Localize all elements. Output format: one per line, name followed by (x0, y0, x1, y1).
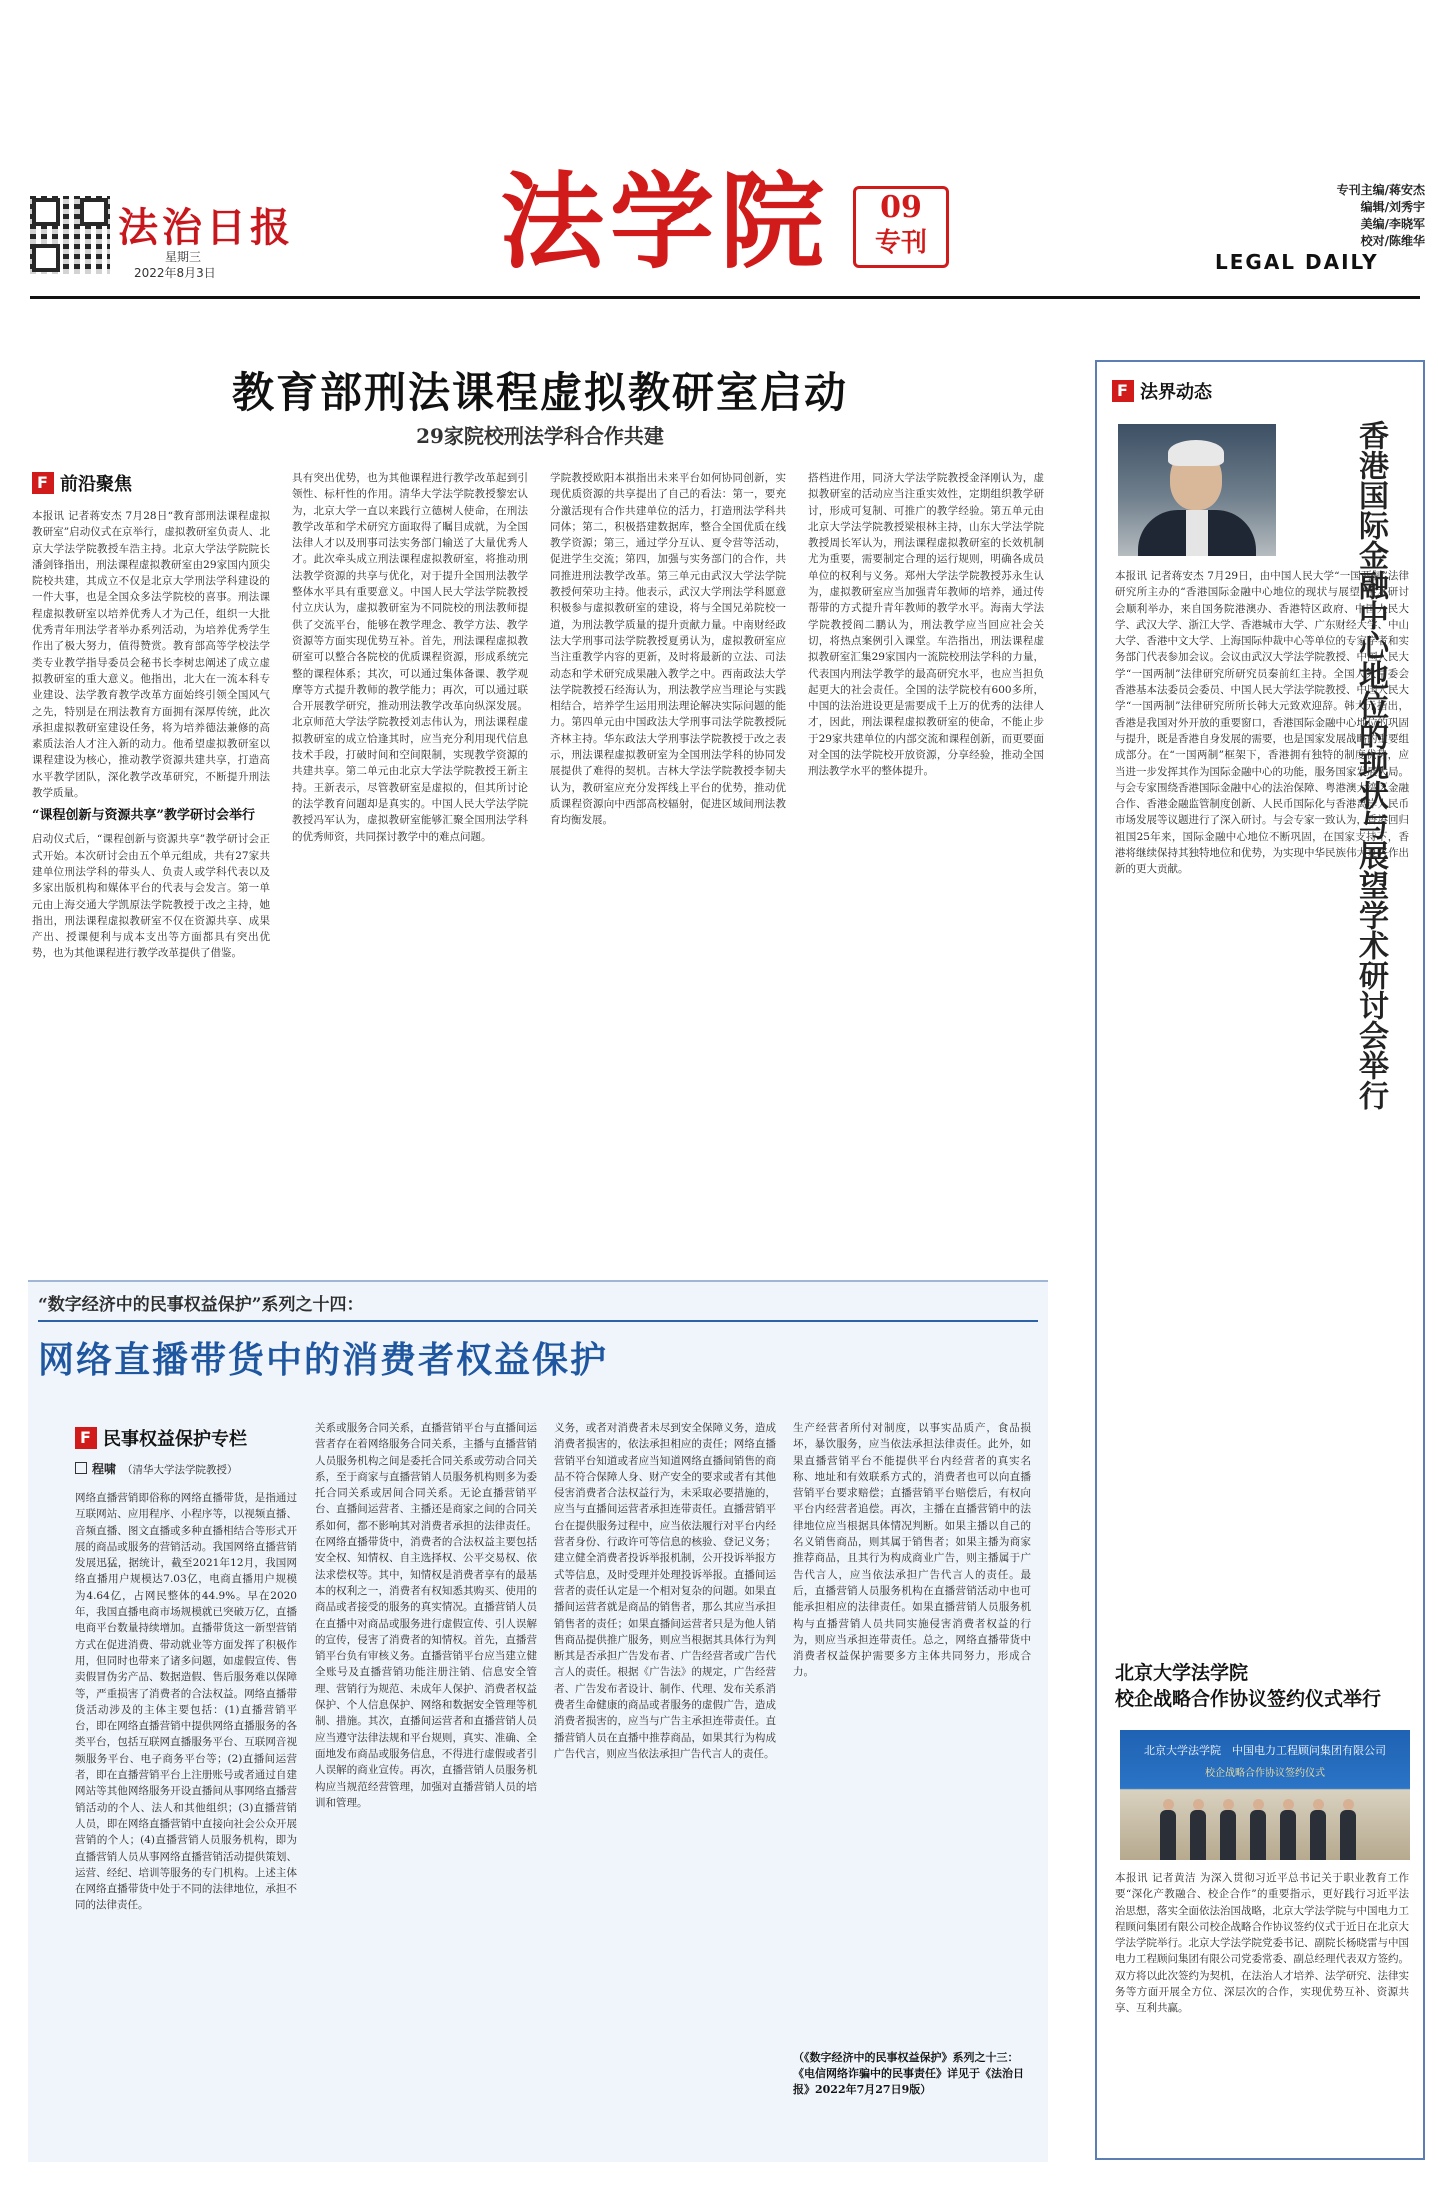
column-logo-icon (1112, 380, 1134, 402)
lead-headline: 教育部刑法课程虚拟教研室启动 (231, 368, 848, 417)
page-badge (853, 186, 949, 268)
paragraph: 具有突出优势，也为其他课程进行教学改革起到引领性、标杆性的作用。清华大学法学院教授黎宏认为，北京大学一直以来践行立德树人使命，在刑法教学改革和学术研究方面取得了瞩目成就，为全国法律人才以及刑事司法实务部门输送了大量优秀人才。此次牵头成立刑法课程虚拟教研室，将推动刑法教学资源的共享与优化，对于提升全国刑法教学整体水平具有重要意义。中国人民大学法学院教授付立庆认为，虚拟教研室为不同院校的刑法教师提供了交流平台，能够在教学理念、教学方法、教学资源等方面实现优势互补。首先，刑法课程虚拟教研室可以整合各院校的优质课程资源，形成系统完整的课程体系；其次，可以通过集体备课、教学观摩等方式提升教师的教学能力；再次，可以通过联合开展教学研究，推动刑法教学改革向纵深发展。北京师范大学法学院教授刘志伟认为，刑法课程虚拟教研室的成立恰逢其时，应当充分利用现代信息技术手段，打破时间和空间限制，实现教学资源的共建共享。第二单元由北京大学法学院教授王新主持。王新表示，尽管教研室是虚拟的，但其所讨论的法学教育问题却是真实的。中国人民大学法学院教授冯军认为，虚拟教研室能够汇聚全国刑法学科的优秀师资，共同探讨教学中的难点问题。 (292, 472, 528, 843)
paragraph: 义务，或者对消费者未尽到安全保障义务，造成消费者损害的，依法承担相应的责任；网络直播营销平台知道或者应当知道网络直播间销售的商品不符合保障人身、财产安全的要求或者有其他侵害消费者合法权益行为，未采取必要措施的，应当与直播间运营者承担连带责任。直播营销平台在提供服务过程中，应当依法履行对平台内经营者身份、行政许可等信息的核验、登记义务；建立健全消费者投诉举报机制，公开投诉举报方式等信息，及时受理并处理投诉举报。直播间运营者的责任认定是一个相对复杂的问题。如果直播间运营者就是商品的销售者，那么其应当承担销售者的责任；如果直播间运营者只是为他人销售商品提供推广服务，则应当根据其具体行为判断其是否承担广告发布者、广告经营者或广告代言人的责任。根据《广告法》的规定，广告经营者、广告发布者设计、制作、代理、发布关系消费者生命健康的商品或者服务的虚假广告，造成消费者损害的，应当与广告主承担连带责任。直播营销人员在直播中推荐商品，如果其行为构成广告代言，则应当依法承担广告代言人的责任。 (554, 1422, 776, 1760)
paragraph: 网络直播营销即俗称的网络直播带货，是指通过互联网站、应用程序、小程序等，以视频直播、音频直播、图文直播或多种直播相结合等形式开展的商品或服务的营销活动。我国网络直播营销发展迅猛，据统计，截至2021年12月，我国网络直播用户规模达7.03亿，电商直播用户规模为4.64亿，占网民整体的44.9%。早在2020年，我国直播电商市场规模就已突破万亿，直播电商平台数量持续增加。直播带货这一新型营销方式在促进消费、带动就业等方面发挥了积极作用，但同时也带来了诸多问题，如虚假宣传、售卖假冒伪劣产品、数据造假、售后服务难以保障等，严重损害了消费者的合法权益。网络直播带货活动涉及的主体主要包括：(1)直播营销平台，即在网络直播营销中提供网络直播服务的各类平台，包括互联网直播服务平台、互联网音视频服务平台、电子商务平台等；(2)直播间运营者，即在直播营销平台上注册账号或者通过自建网站等其他网络服务开设直播间从事网络直播营销活动的个人、法人和其他组织；(3)直播营销人员，即在网络直播营销中直接向社会公众开展营销的个人；(4)直播营销人员服务机构，即为直播营销人员从事网络直播营销活动提供策划、运营、经纪、培训等服务的专门机构。上述主体在网络直播带货中处于不同的法律地位，承担不同的法律责任。 (75, 1492, 297, 1912)
lead-column-2 (292, 470, 528, 1260)
credit-line: 编辑/刘秀宇 (1360, 200, 1425, 214)
byline-square-icon (75, 1462, 87, 1474)
feature-column-3 (554, 1420, 776, 2150)
byline (75, 1460, 238, 1477)
paragraph: 本报讯 记者蒋安杰 7月29日，由中国人民大学“一国两制”法律研究所主办的“香港国际金融中心地位的现状与展望”学术研讨会顺利举办，来自国务院港澳办、香港特区政府、中国人民大学、武汉大学、浙江大学、香港城市大学、广东财经大学、中山大学、香港中文大学、上海国际仲裁中心等单位的专家学者和实务部门代表参加会议。会议由武汉大学法学院教授、中国人民大学“一国两制”法律研究所研究员秦前红主持。全国人大常委会香港基本法委员会委员、中国人民大学法学院教授、中国人民大学“一国两制”法律研究所所长韩大元致欢迎辞。韩大元指出，香港是我国对外开放的重要窗口，香港国际金融中心地位的巩固与提升，既是香港自身发展的需要，也是国家发展战略的重要组成部分。在“一国两制”框架下，香港拥有独特的制度优势，应当进一步发挥其作为国际金融中心的功能，服务国家发展大局。与会专家围绕香港国际金融中心的法治保障、粤港澳大湾区金融合作、香港金融监管制度创新、人民币国际化与香港离岸人民币市场发展等议题进行了深入研讨。与会专家一致认为，香港回归祖国25年来，国际金融中心地位不断巩固，在国家支持下，香港将继续保持其独特地位和优势，为实现中华民族伟大复兴作出新的更大贡献。 (1115, 570, 1409, 876)
sidebar-article-1 (1115, 568, 1409, 1658)
paragraph: 本报讯 记者黄洁 为深入贯彻习近平总书记关于职业教育工作要“深化产教融合、校企合作”的重要指示，更好践行习近平法治思想，落实全面依法治国战略，北京大学法学院与中国电力工程顾问集团有限公司校企战略合作协议签约仪式于近日在北京大学法学院举行。北京大学法学院党委书记、副院长杨晓雷与中国电力工程顾问集团有限公司党委常委、副总经理代表双方签约。双方将以此次签约为契机，在法治人才培养、法学研究、法律实务等方面开展全方位、深层次的合作，实现优势互补、资源共享、互利共赢。 (1115, 1872, 1409, 2015)
column-tag-frontier (32, 470, 132, 496)
editor-credits (1300, 182, 1425, 250)
photo-banner-text: 校企战略合作协议签约仪式 (1205, 1768, 1325, 1779)
feature-column-2 (315, 1420, 537, 2150)
series-label: “数字经济中的民事权益保护”系列之十四： (38, 1295, 364, 1315)
page-kind: 专刊 (874, 228, 927, 258)
feature-column-1 (75, 1490, 297, 2150)
sidebar-article-2 (1115, 1870, 1409, 2155)
sidebar-headline-2: 北京大学法学院 校企战略合作协议签约仪式举行 (1115, 1662, 1382, 1710)
feature-headline: 网络直播带货中的消费者权益保护 (38, 1339, 609, 1381)
lead-subheadline: 29家院校刑法学科合作共建 (416, 424, 664, 448)
photo-banner-text: 北京大学法学院 中国电力工程顾问集团有限公司 (1144, 1744, 1386, 1757)
column-tag-label: 法界动态 (1140, 382, 1212, 403)
sidebar-headline: 香港国际金融中心地位的现状与展望学术研讨会举行 (1353, 420, 1388, 1110)
paragraph: 本报讯 记者蒋安杰 7月28日“教育部刑法课程虚拟教研室”启动仪式在京举行，虚拟教研室负责人、北京大学法学院教授车浩主持。北京大学法学院院长潘剑锋指出，刑法课程虚拟教研室由29家国内顶尖院校共建，其成立不仅是北京大学刑法学科建设的一件大事，也是全国众多法学院校的喜事。刑法课程虚拟教研室以培养优秀人才为己任，组织一大批优秀青年刑法学者举办系列活动，为培养优秀学生作出了极大努力，值得赞赏。教育部高等学校法学类专业教学指导委员会秘书长李树忠阐述了成立虚拟教研室的重大意义。他指出，北大在一流本科专业建设、法学教育教学改革方面始终引领全国风气之先，特别是在刑法教育方面拥有深厚传统，此次承担虚拟教研室建设任务，将为培养德法兼修的高素质法治人才注入新的动力。他希望虚拟教研室以课程建设为核心，推动教学资源共建共享，打造高水平教学团队，深化教学改革研究，不断提升刑法教学质量。 (32, 510, 270, 800)
paragraph: 学院教授欧阳本祺指出未来平台如何协同创新，实现优质资源的共享提出了自己的看法：第一，要充分激活现有合作共建单位的活力，打造刑法学科共同体；第二，积极搭建数据库，整合全国优质在线教学资源；第三，通过学分互认、夏令营等活动，促进学生交流；第四，加强与实务部门的合作，共同推进刑法教学改革。第三单元由武汉大学法学院教授何荣功主持。他表示，武汉大学刑法学科愿意积极参与虚拟教研室的建设，将与全国兄弟院校一道，为刑法教学质量的提升贡献力量。中南财经政法大学刑事司法学院教授夏勇认为，虚拟教研室应当注重教学内容的更新，及时将最新的立法、司法动态和学术研究成果融入教学之中。西南政法大学法学院教授石经海认为，刑法教学应当理论与实践相结合，培养学生运用刑法理论解决实际问题的能力。第四单元由中国政法大学刑事司法学院教授阮齐林主持。华东政法大学刑事法学院教授于改之表示，刑法课程虚拟教研室为全国刑法学科的协同发展提供了难得的契机。吉林大学法学院教授李韧夫认为，教研室应充分发挥线上平台的优势，推动优质课程资源向中西部高校辐射，促进区域间刑法教育均衡发展。 (550, 472, 786, 827)
column-tag-label: 民事权益保护专栏 (103, 1429, 247, 1450)
credit-line: 美编/李晓军 (1360, 217, 1425, 231)
column-tag-label: 前沿聚焦 (60, 474, 132, 495)
paragraph: 启动仪式后，“课程创新与资源共享”教学研讨会正式开始。本次研讨会由五个单元组成，共有27家共建单位刑法学科的带头人、负责人或学科代表以及多家出版机构和媒体平台的代表与会发言。第一单元由上海交通大学凯原法学院教授于改之主持，她指出，刑法课程虚拟教研室不仅在资源共享、成果产出、授课便利与成本支出等方面都具有突出优势，也为其他课程进行教学改革提供了借鉴。 (32, 833, 270, 960)
column-tag-civil-rights (75, 1425, 247, 1451)
masthead-divider (30, 296, 1420, 299)
page-number: 09 (880, 190, 922, 225)
lead-subhead: “课程创新与资源共享”教学研讨会举行 (32, 808, 255, 824)
credit-line: 专刊主编/蒋安杰 (1336, 183, 1425, 197)
author-name: 程啸 (92, 1462, 117, 1476)
author-affiliation: （清华大学法学院教授） (122, 1464, 238, 1476)
column-logo-icon (75, 1427, 97, 1449)
section-title: 法学院 (500, 160, 831, 283)
feature-column-4 (793, 1420, 1031, 2040)
issue-day: 星期三 (165, 250, 202, 264)
paper-logo: 法治日报 (118, 204, 294, 251)
column-tag-legal-news (1112, 378, 1212, 404)
credit-line: 校对/陈维华 (1360, 234, 1425, 248)
paragraph: 关系或服务合同关系，直播营销平台与直播间运营者存在着网络服务合同关系，主播与直播营销人员服务机构之间是委托合同关系或劳动合同关系，至于商家与直播营销人员服务机构则多为委托合同关系或居间合同关系。无论直播营销平台、直播间运营者、主播还是商家之间的合同关系如何，都不影响其对消费者承担的法律责任。在网络直播带货中，消费者的合法权益主要包括安全权、知情权、自主选择权、公平交易权、依法求偿权等。其中，知情权是消费者享有的最基本的权利之一，消费者有权知悉其购买、使用的商品或者接受的服务的真实情况。直播营销人员在直播中对商品或服务进行虚假宣传、引人误解的宣传，侵害了消费者的知情权。首先，直播营销平台负有审核义务。直播营销平台应当建立健全账号及直播营销功能注册注销、信息安全管理、营销行为规范、未成年人保护、消费者权益保护、个人信息保护、网络和数据安全管理等机制、措施。其次，直播间运营者和直播营销人员应当遵守法律法规和平台规则，真实、准确、全面地发布商品或服务信息，不得进行虚假或者引人误解的商业宣传。再次，直播营销人员服务机构应当规范经营管理，加强对直播营销人员的培训和管理。 (315, 1422, 537, 1809)
qr-code (30, 196, 110, 274)
paragraph: 生产经营者所付对制度，以事实品质产，食品损坏，暴饮服务，应当依法承担法律责任。此外，如果直播营销平台不能提供平台内经营者的真实名称、地址和有效联系方式的，消费者也可以向直播营销平台要求赔偿；直播营销平台赔偿后，有权向平台内经营者追偿。再次，主播在直播营销中的法律地位应当根据具体情况判断。如果主播以自己的名义销售商品，则其属于销售者；如果主播为商家推荐商品，且其行为构成商业广告，则主播属于广告代言人，应当依法承担广告代言人的责任。最后，直播营销人员服务机构在直播营销活动中也可能承担相应的法律责任。如果直播营销人员服务机构与直播营销人员共同实施侵害消费者权益的行为，则应当承担连带责任。总之，网络直播带货中消费者权益保护需要多方主体共同努力，形成合力。 (793, 1422, 1031, 1679)
column-logo-icon (32, 472, 54, 494)
series-note: （《数字经济中的民事权益保护》系列之十三：《电信网络诈骗中的民事责任》详见于《法治日报》2022年7月27日9版） (793, 2051, 1024, 2096)
series-divider (38, 1320, 1038, 1322)
issue-date: 2022年8月3日 (134, 266, 216, 280)
brand-english: LEGAL DAILY (1215, 250, 1379, 274)
speaker-photo (1118, 424, 1276, 556)
paragraph: 搭档进作用，同济大学法学院教授金泽刚认为，虚拟教研室的活动应当注重实效性，定期组织教学研讨，形成可复制、可推广的教学经验。第五单元由北京大学法学院教授梁根林主持，山东大学法学院教授周长军认为，刑法课程虚拟教研室的长效机制尤为重要，需要制定合理的运行规则，明确各成员单位的权利与义务。郑州大学法学院教授苏永生认为，虚拟教研室应当加强青年教师的培养，通过传帮带的方式提升青年教师的教学水平。海南大学法学院教授阎二鹏认为，刑法教学应当回应社会关切，将热点案例引入课堂。车浩指出，刑法课程虚拟教研室汇集29家国内一流院校刑法学科的力量，代表国内刑法学教学的最高研究水平，也应当担负起更大的社会责任。全国的法学院校有600多所，中国的法治进设更是需要成千上万的优秀的法律人才，因此，刑法课程虚拟教研室的使命，不能止步于29家共建单位的内部交流和课程创新，而更要面对全国的法学院校开放资源，分享经验，推动全国刑法教学水平的整体提升。 (808, 472, 1044, 778)
lead-column-3 (550, 470, 786, 1260)
lead-column-4 (808, 470, 1044, 1260)
lead-column-1 (32, 508, 270, 1258)
signing-ceremony-photo (1120, 1730, 1410, 1860)
